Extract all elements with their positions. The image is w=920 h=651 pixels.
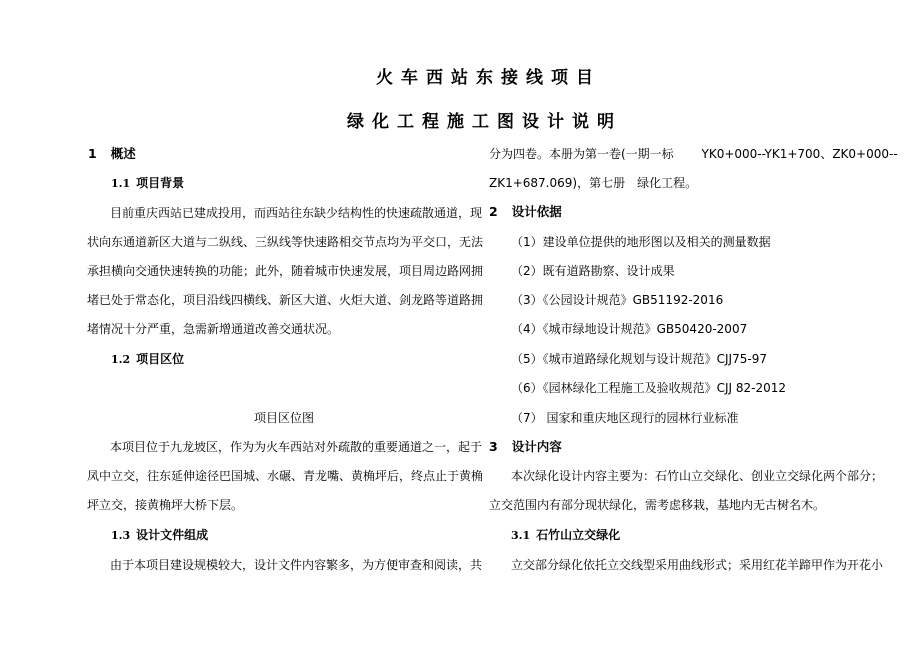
section-heading-2 [489, 204, 562, 220]
paragraph-line: 状向东通道新区大道与二纵线、三纵线等快速路相交节点均为平交口，无法 [87, 235, 484, 249]
reference-item: （7） 国家和重庆地区现行的园林行业标准 [511, 411, 739, 425]
section-heading-1 [88, 146, 136, 162]
section-number: 3 [489, 439, 498, 454]
reference-item: （1）建设单位提供的地形图以及相关的测量数据 [511, 235, 771, 249]
section-number: 1.2 [111, 353, 131, 366]
section-number: 2 [489, 204, 498, 219]
section-title: 设计依据 [511, 204, 562, 219]
section-heading-1-3 [111, 527, 208, 544]
reference-item: （5）《城市道路绿化规划与设计规范》CJJ75-97 [511, 352, 767, 366]
paragraph-line: 本次绿化设计内容主要为：石竹山立交绿化、创业立交绿化两个部分； [511, 469, 884, 483]
section-title: 概述 [110, 146, 136, 161]
paragraph-line: ZK1+687.069)，第七册 绿化工程。 [489, 176, 698, 190]
doc-title-line2: 绿化工程施工图设计说明 [347, 112, 622, 132]
section-number: 1.3 [111, 529, 131, 542]
section-heading-3-1 [511, 527, 620, 544]
paragraph-line: 承担横向交通快速转换的功能；此外，随着城市快速发展，项目周边路网拥 [87, 264, 484, 278]
section-number: 1 [88, 146, 97, 161]
section-title: 项目背景 [136, 176, 185, 190]
paragraph-line: 堵情况十分严重，急需新增通道改善交通状况。 [87, 322, 340, 336]
section-number: 3.1 [511, 529, 531, 542]
section-title: 设计内容 [511, 439, 562, 454]
reference-item: （6）《园林绿化工程施工及验收规范》CJJ 82-2012 [511, 381, 787, 395]
section-heading-1-1 [111, 175, 184, 192]
reference-item: （3）《公园设计规范》GB51192-2016 [511, 293, 724, 307]
paragraph-line: 本项目位于九龙坡区，作为为火车西站对外疏散的重要通道之一，起于 [110, 440, 483, 454]
figure-caption: 项目区位图 [254, 411, 315, 425]
section-title: 设计文件组成 [136, 528, 209, 542]
reference-item: （4）《城市绿地设计规范》GB50420-2007 [511, 322, 748, 336]
paragraph-line: 凤中立交，往东延伸途径巴国城、水碾、青龙嘴、黄桷坪后，终点止于黄桷 [87, 469, 484, 483]
section-title: 项目区位 [136, 352, 185, 366]
doc-title-line1: 火车西站东接线项目 [376, 68, 601, 88]
paragraph-line: 由于本项目建设规模较大，设计文件内容繁多，为方便审查和阅读，共 [110, 558, 483, 572]
section-title: 石竹山立交绿化 [536, 528, 621, 542]
paragraph-line: 坪立交，接黄桷坪大桥下层。 [87, 498, 244, 512]
paragraph-line: 目前重庆西站已建成投用，而西站往东缺少结构性的快速疏散通道，现 [110, 206, 483, 220]
paragraph-line: 分为四卷。本册为第一卷(一期一标 YK0+000--YK1+700、ZK0+000-- [489, 147, 898, 161]
reference-item: （2）既有道路勘察、设计成果 [511, 264, 675, 278]
paragraph-line: 立交部分绿化依托立交线型采用曲线形式；采用红花羊蹄甲作为开花小 [511, 558, 884, 572]
paragraph-line: 堵已处于常态化，项目沿线四横线、新区大道、火炬大道、剑龙路等道路拥 [87, 293, 484, 307]
section-heading-3 [489, 439, 562, 455]
section-heading-1-2 [111, 351, 184, 368]
section-number: 1.1 [111, 177, 131, 190]
paragraph-line: 立交范围内有部分现状绿化，需考虑移栽，基地内无古树名木。 [489, 498, 826, 512]
